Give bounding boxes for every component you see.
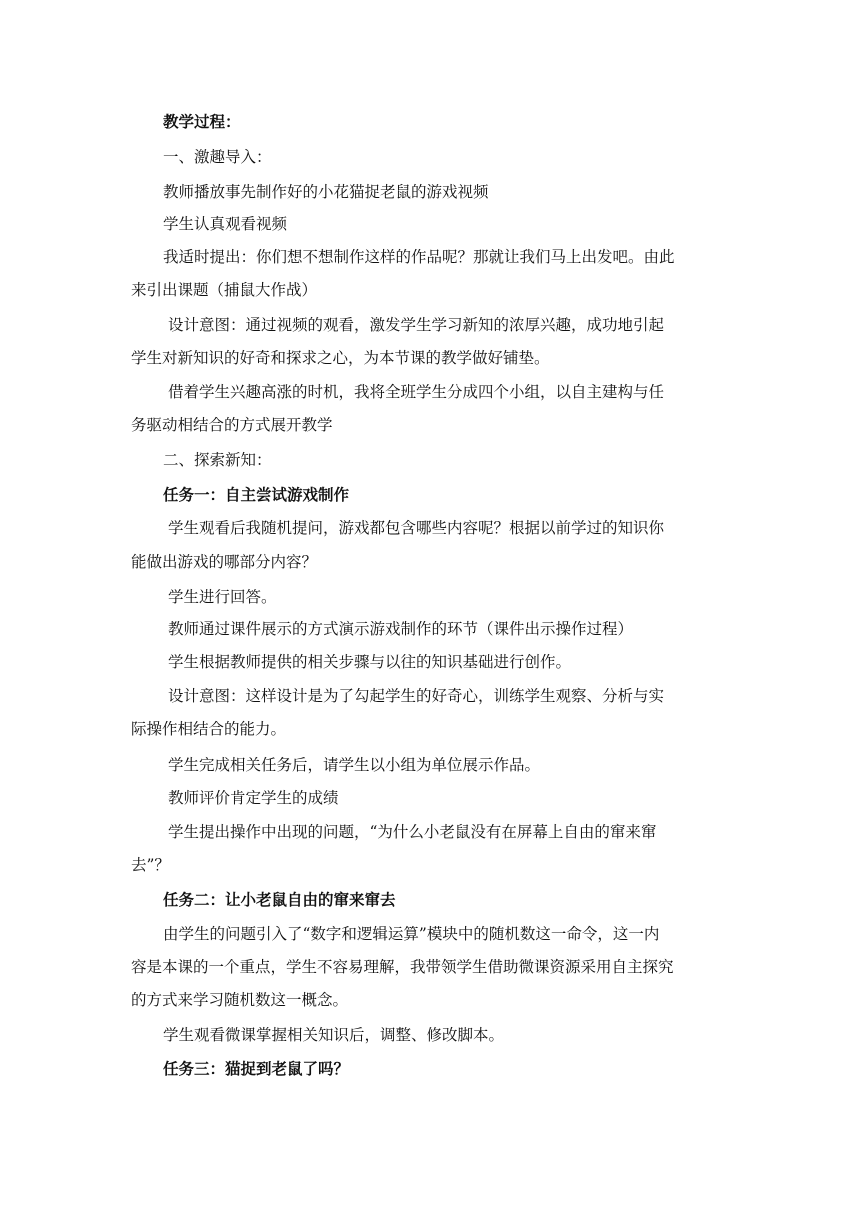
paragraph-line: 借着学生兴趣高涨的时机，我将全班学生分成四个小组，以自主建构与任 bbox=[168, 383, 665, 401]
task-three-title: 任务三：猫捉到老鼠了吗？ bbox=[163, 1060, 350, 1078]
paragraph-line: 学生认真观看视频 bbox=[163, 215, 288, 233]
paragraph-line: 来引出课题（捕鼠大作战） bbox=[131, 281, 318, 299]
paragraph-line: 教师播放事先制作好的小花猫捉老鼠的游戏视频 bbox=[163, 183, 489, 201]
paragraph-line: 去”？ bbox=[131, 856, 170, 874]
paragraph-line: 的方式来学习随机数这一概念。 bbox=[131, 991, 349, 1009]
heading-teaching-process: 教学过程： bbox=[163, 113, 241, 131]
paragraph-line: 我适时提出：你们想不想制作这样的作品呢？那就让我们马上出发吧。由此 bbox=[163, 248, 675, 266]
paragraph-line: 学生完成相关任务后，请学生以小组为单位展示作品。 bbox=[168, 756, 541, 774]
paragraph-line: 由学生的问题引入了“数字和逻辑运算”模块中的随机数这一命令，这一内 bbox=[163, 925, 660, 943]
paragraph-line: 学生对新知识的好奇和探求之心，为本节课的教学做好铺垫。 bbox=[131, 349, 550, 367]
section-title-intro: 一、激趣导入： bbox=[163, 148, 272, 166]
paragraph-line: 学生观看微课掌握相关知识后，调整、修改脚本。 bbox=[163, 1026, 505, 1044]
paragraph-line: 际操作相结合的能力。 bbox=[131, 720, 287, 738]
section-title-explore: 二、探索新知： bbox=[163, 451, 272, 469]
paragraph-line: 设计意图：这样设计是为了勾起学生的好奇心，训练学生观察、分析与实 bbox=[168, 687, 665, 705]
paragraph-line: 能做出游戏的哪部分内容？ bbox=[131, 553, 318, 571]
paragraph-line: 学生提出操作中出现的问题，“为什么小老鼠没有在屏幕上自由的窜来窜 bbox=[168, 823, 657, 841]
paragraph-line: 学生进行回答。 bbox=[168, 588, 277, 606]
paragraph-line: 学生观看后我随机提问，游戏都包含哪些内容呢？根据以前学过的知识你 bbox=[168, 519, 665, 537]
paragraph-line: 教师通过课件展示的方式演示游戏制作的环节（课件出示操作过程） bbox=[168, 620, 634, 638]
paragraph-line: 学生根据教师提供的相关步骤与以往的知识基础进行创作。 bbox=[168, 653, 572, 671]
paragraph-line: 务驱动相结合的方式展开教学 bbox=[131, 416, 333, 434]
paragraph-line: 教师评价肯定学生的成绩 bbox=[168, 789, 339, 807]
task-one-title: 任务一：自主尝试游戏制作 bbox=[163, 486, 350, 504]
task-two-title: 任务二：让小老鼠自由的窜来窜去 bbox=[163, 891, 396, 909]
paragraph-line: 容是本课的一个重点，学生不容易理解，我带领学生借助微课资源采用自主探究 bbox=[131, 958, 674, 976]
paragraph-line: 设计意图：通过视频的观看，激发学生学习新知的浓厚兴趣，成功地引起 bbox=[168, 316, 665, 334]
